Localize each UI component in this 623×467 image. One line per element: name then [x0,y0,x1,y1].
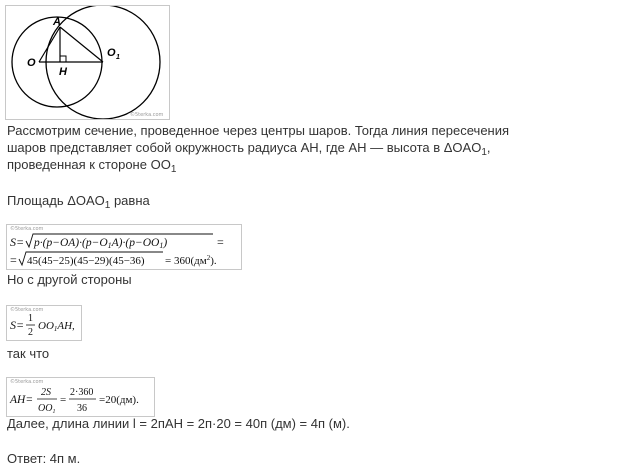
label-H: H [59,66,67,78]
segment-OA [39,27,60,62]
label-O1-subscript: 1 [116,54,120,61]
formula-area-height [6,305,82,341]
formula-AH [6,377,155,417]
paragraph-line-3 [7,157,176,173]
line-2-text: шаров представляет собой окружность радиуса AH, где AH — высота в ΔOAO [7,140,482,155]
label-O: O [27,57,36,69]
area-heading-text: Площадь ΔOAO [7,193,105,208]
answer-text: Ответ: 4п м. [7,451,81,466]
svg-text:AH=: AH= [10,394,34,406]
svg-text:2S: 2S [41,387,51,398]
intersecting-circles-diagram [6,6,169,119]
svg-text:OO1AH,: OO1AH, [38,320,75,333]
so-that-text: так что [7,346,50,361]
geometry-figure [5,5,170,120]
formula-1-line-1 [10,234,224,250]
right-angle-mark [60,56,66,62]
formula-1-watermark: ©5terka.com [10,226,44,232]
svg-text:=: = [60,394,67,406]
formula-3-image [7,378,154,416]
label-A: A [53,16,61,28]
length-text: Далее, длина линии l = 2пAH = 2п·20 = 40п (дм) = 4п (м). [7,416,350,431]
svg-text:OO1: $OO_1$ [38,403,56,415]
formula-2-image [7,306,81,340]
svg-text:36: 36 [77,403,87,414]
area-heading-subscript: 1 [104,200,111,211]
line-2-subscript: 1 [481,147,487,158]
svg-text:= 360(дм2).: = $360(дм^2)$. [165,254,217,267]
svg-text:2: 2 [28,327,33,338]
figure-watermark: ©5terka.com [130,112,164,118]
line-2-end: , [486,140,491,155]
other-side-text: Но с другой стороны [7,272,132,287]
area-heading-end: равна [110,193,150,208]
formula-heron [6,224,242,270]
svg-text:=: = [217,235,224,249]
formula-1-line-2 [10,252,217,267]
label-O1: O [107,47,116,59]
line-3-subscript: 1 [170,164,177,175]
paragraph-line-1: Рассмотрим сечение, проведенное через центры шаров. Тогда линия пересечения [7,123,510,138]
paragraph-line-2 [7,140,491,156]
svg-text:45(45−25)(45−29)(45−36): 45(45−25)(45−29)(45−36) [27,255,145,267]
line-3-text: проведенная к стороне OO [7,157,171,172]
formula-1-image [7,225,241,269]
formula-2-watermark: ©5terka.com [10,307,44,313]
area-heading [7,193,150,209]
svg-text:=: = [10,253,17,267]
svg-text:1: 1 [28,313,33,324]
formula-3-watermark: ©5terka.com [10,379,44,385]
svg-text:=20(дм).: =20(дм). [99,394,139,406]
svg-text:S=: S= [10,318,25,332]
svg-text:2·360: 2·360 [70,387,94,398]
svg-text:S=: S= [10,235,25,249]
svg-text:p·(p−OA)·(p−O1A)·(p−OO1): p·(p−OA)·(p−O1A)·(p−OO1) [34,237,168,250]
